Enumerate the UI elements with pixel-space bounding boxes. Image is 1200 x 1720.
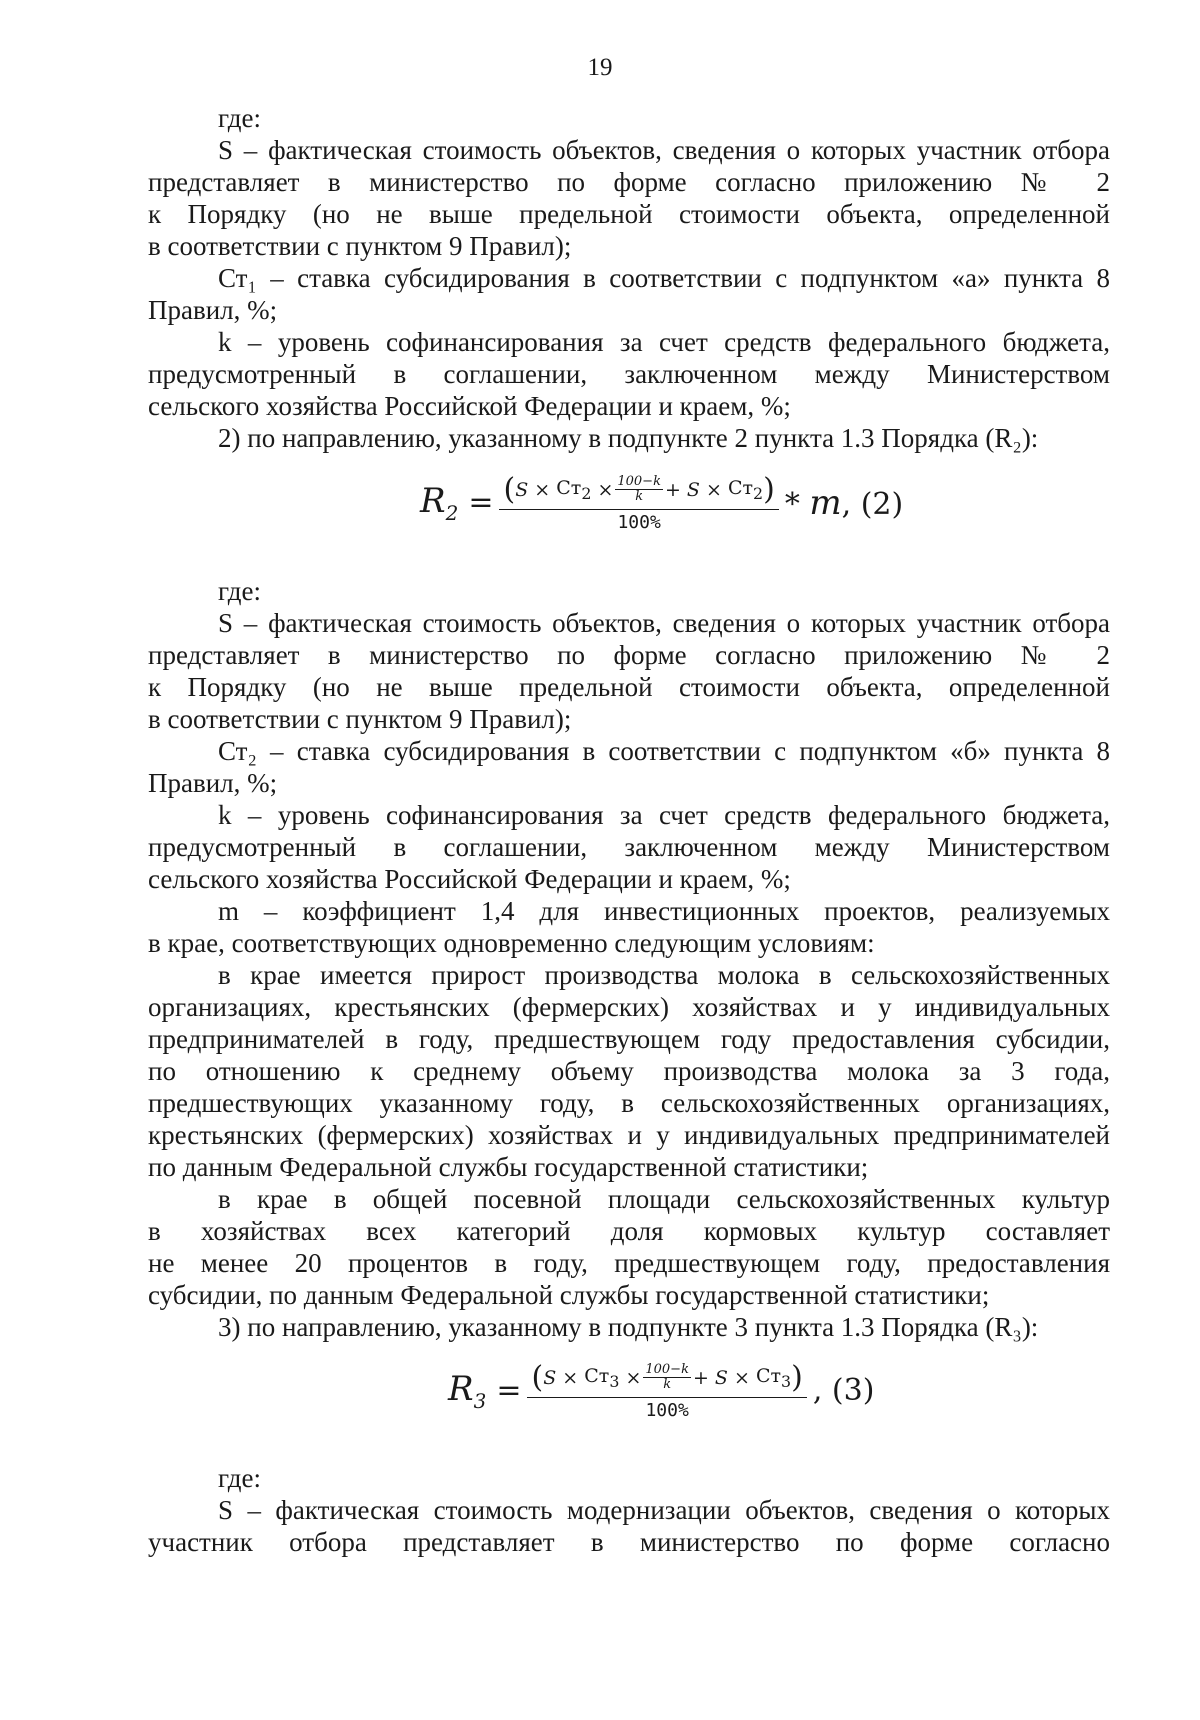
- formula-tail: * m, (2): [784, 482, 904, 523]
- text-line: представляет в министерство по форме согласно приложению № 2: [148, 640, 1110, 670]
- mini-fraction: $\frac{100-k}{k}$: [645, 1362, 689, 1392]
- text-line: организациях, крестьянских (фермерских) хозяйствах и у индивидуальных: [148, 992, 1110, 1022]
- text-line: Правил, %;: [148, 295, 278, 325]
- equals-sign: =: [496, 1373, 522, 1408]
- text-line: 2) по направлению, указанному в подпункте 2 пункта 1.3 Порядка (R₂):: [218, 423, 1039, 453]
- text-line: субсидии, по данным Федеральной службы государственной статистики;: [148, 1280, 990, 1310]
- formula-fraction: [527, 1360, 806, 1421]
- text-line: в соответствии с пунктом 9 Правил);: [148, 231, 572, 261]
- text-line: не менее 20 процентов в году, предшествующем году, предоставления: [148, 1248, 1110, 1278]
- text-line: предпринимателей в году, предшествующем году предоставления субсидии,: [148, 1024, 1110, 1054]
- formula-numerator: ( S × $Ст_3$ × $\frac{100-k}{k}$ + S × $Ст_3$ ): [531, 1360, 803, 1395]
- text-line: Правил, %;: [148, 768, 278, 798]
- text-line: предусмотренный в соглашении, заключенном между Министерством: [148, 359, 1110, 389]
- text-line: k – уровень софинансирования за счет средств федерального бюджета,: [218, 800, 1110, 830]
- text-line: представляет в министерство по форме согласно приложению № 2: [148, 167, 1110, 197]
- text-line: по отношению к среднему объему производства молока за 3 года,: [148, 1056, 1110, 1086]
- text-line: S – фактическая стоимость объектов, сведения о которых участник отбора: [218, 135, 1110, 165]
- text-line: сельского хозяйства Российской Федерации и краем, %;: [148, 391, 791, 421]
- text-line: Ст₂ – ставка субсидирования в соответствии с подпунктом «б» пункта 8: [218, 736, 1110, 766]
- text-line: Ст₁ – ставка субсидирования в соответствии с подпунктом «а» пункта 8: [218, 263, 1110, 293]
- text-line: к Порядку (но не выше предельной стоимости объекта, определенной: [148, 672, 1110, 702]
- text-line: где:: [218, 103, 261, 133]
- text-line: в соответствии с пунктом 9 Правил);: [148, 704, 572, 734]
- formula-denominator: 100%: [645, 1400, 689, 1421]
- formula-fraction: [499, 472, 778, 533]
- page-number: 19: [587, 54, 613, 81]
- formula-r3: [448, 1360, 874, 1421]
- text-line: в крае, соответствующих одновременно следующим условиям:: [148, 928, 875, 958]
- formula-denominator: 100%: [617, 512, 661, 533]
- text-line: где:: [218, 1463, 261, 1493]
- text-line: m – коэффициент 1,4 для инвестиционных проектов, реализуемых: [218, 896, 1110, 926]
- text-line: участник отбора представляет в министерство по форме согласно: [148, 1527, 1110, 1557]
- text-line: к Порядку (но не выше предельной стоимости объекта, определенной: [148, 199, 1110, 229]
- text-line: крестьянских (фермерских) хозяйствах и у индивидуальных предпринимателей: [148, 1120, 1110, 1150]
- formula-numerator: ( S × $Ст_2$ × $\frac{100-k}{k}$ + S × $Ст_2$ ): [503, 472, 775, 507]
- text-line: где:: [218, 576, 261, 606]
- text-line: в крае имеется прирост производства молока в сельскохозяйственных: [218, 960, 1110, 990]
- formula-tail: , (3): [812, 1373, 875, 1408]
- text-line: S – фактическая стоимость объектов, сведения о которых участник отбора: [218, 608, 1110, 638]
- mini-fraction: $\frac{100-k}{k}$: [617, 474, 661, 504]
- equals-sign: =: [468, 485, 494, 520]
- formula-lhs: $R_3$: [448, 1368, 487, 1413]
- text-line: предшествующих указанному году, в сельскохозяйственных организациях,: [148, 1088, 1110, 1118]
- text-line: по данным Федеральной службы государственной статистики;: [148, 1152, 869, 1182]
- formula-lhs: $R_2$: [420, 480, 459, 525]
- text-line: в крае в общей посевной площади сельскохозяйственных культур: [218, 1184, 1110, 1214]
- text-line: 3) по направлению, указанному в подпункте 3 пункта 1.3 Порядка (R₃):: [218, 1312, 1039, 1342]
- formula-r2: [420, 472, 903, 533]
- text-line: сельского хозяйства Российской Федерации и краем, %;: [148, 864, 791, 894]
- text-line: предусмотренный в соглашении, заключенном между Министерством: [148, 832, 1110, 862]
- text-line: k – уровень софинансирования за счет средств федерального бюджета,: [218, 327, 1110, 357]
- text-line: в хозяйствах всех категорий доля кормовых культур составляет: [148, 1216, 1110, 1246]
- text-line: S – фактическая стоимость модернизации объектов, сведения о которых: [218, 1495, 1110, 1525]
